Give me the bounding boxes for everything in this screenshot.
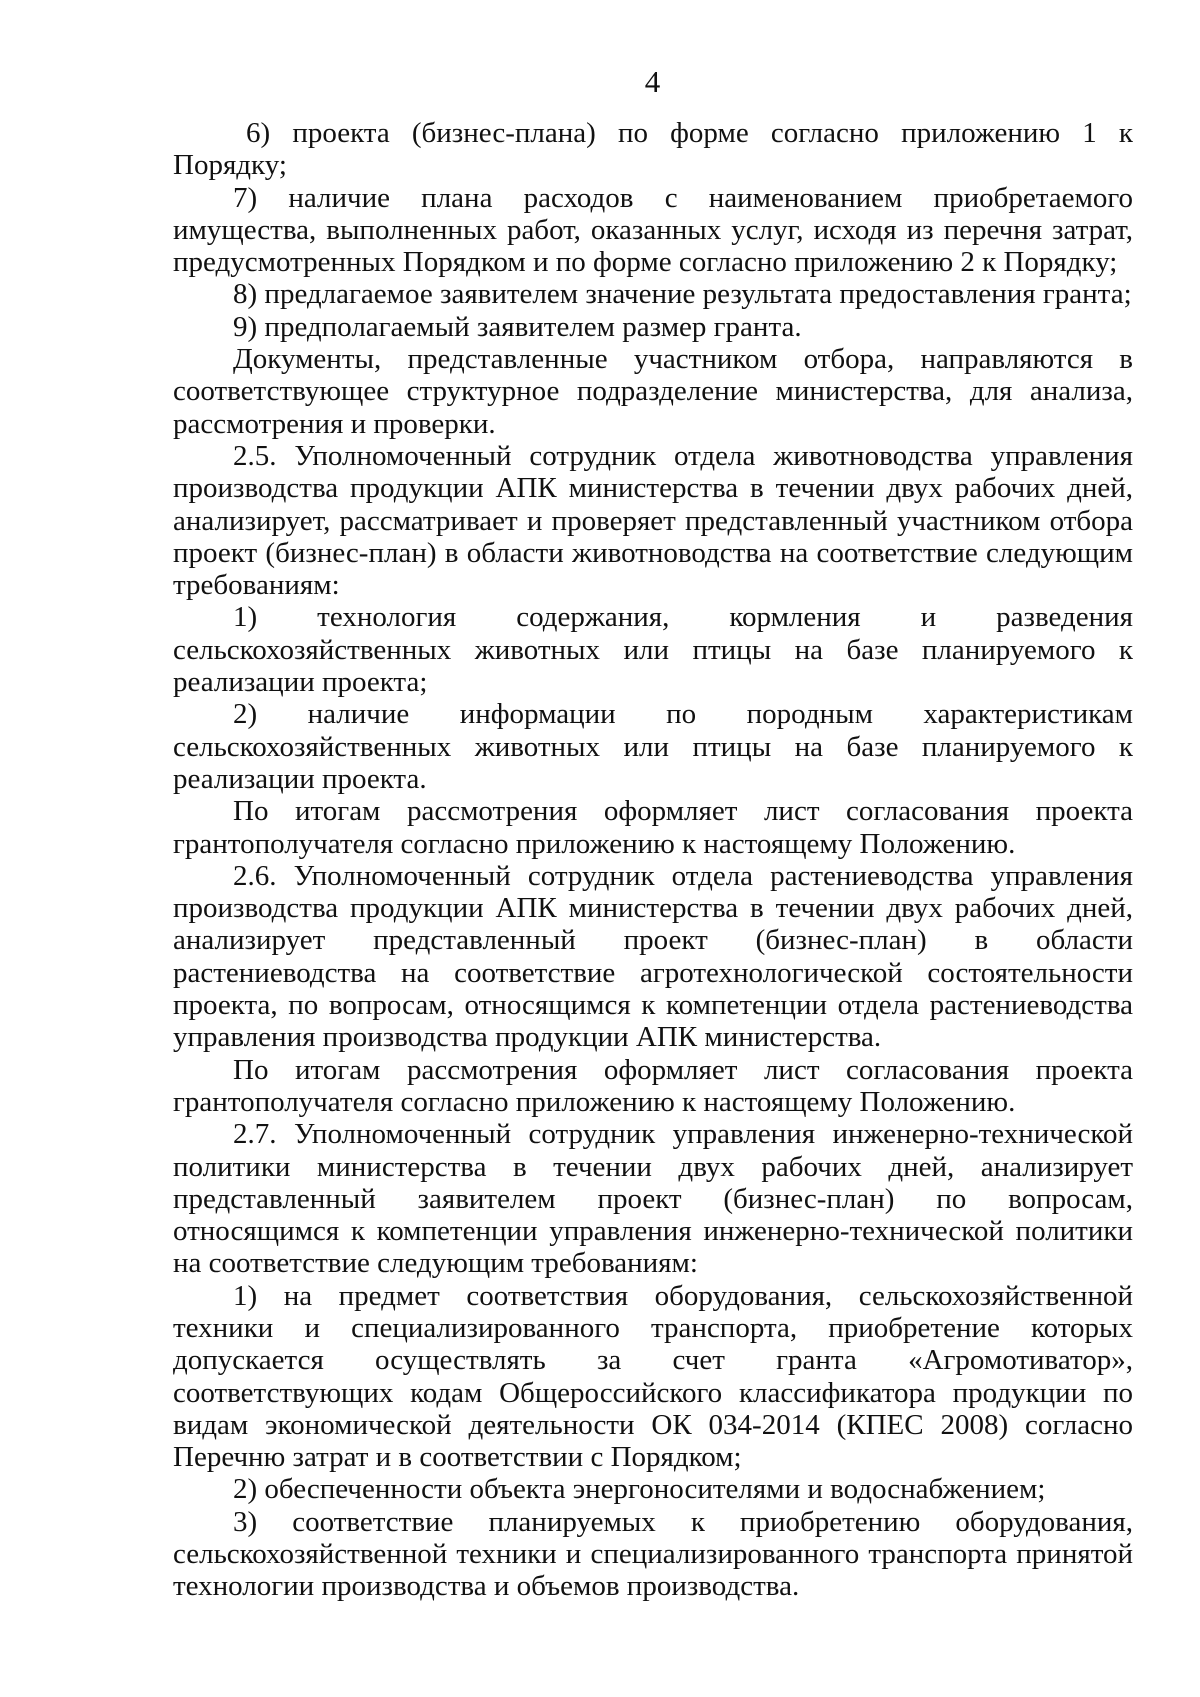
- paragraph-text: По итогам рассмотрения оформляет лист согласования проекта грантополучателя согласно приложению к настоящему Положению.: [173, 1053, 1133, 1118]
- section-paragraph: [173, 440, 1133, 601]
- paragraph: [173, 795, 1133, 860]
- list-item: [173, 1473, 1133, 1505]
- item-label: 7): [233, 181, 258, 214]
- list-item: [173, 182, 1133, 279]
- item-label: 2): [233, 1473, 258, 1506]
- section-paragraph: [173, 1118, 1133, 1279]
- list-item: [173, 1280, 1133, 1474]
- list-item: [173, 278, 1133, 310]
- paragraph: [173, 1054, 1133, 1119]
- section-number: 2.6.: [233, 859, 277, 892]
- page-number: 4: [644, 64, 661, 99]
- list-item: [173, 311, 1133, 343]
- item-label: 6): [246, 117, 271, 149]
- item-text: наличие информации по породным характеристикам сельскохозяйственных животных или птицы на базе планируемого к реализации проекта.: [173, 698, 1133, 795]
- item-label: 3): [233, 1505, 258, 1538]
- section-number: 2.5.: [233, 439, 277, 472]
- item-text: проекта (бизнес-плана) по форме согласно приложению 1 к Порядку;: [173, 117, 1133, 182]
- item-label: 1): [233, 601, 258, 634]
- document-body: [173, 117, 1133, 1603]
- item-text: на предмет соответствия оборудования, сельскохозяйственной техники и специализированного транспорта, приобретение которых допускается осуществлять за счет гранта «Агромотиватор», соответствующих кодам Общероссийского классификатора продукции по видам экономической деятельности ОК 034-2014 (КПЕС 2008) согласно Перечню затрат и в соответствии с Порядком;: [173, 1279, 1133, 1474]
- section-paragraph: [173, 860, 1133, 1054]
- list-item: [173, 117, 1133, 182]
- item-text: наличие плана расходов с наименованием приобретаемого имущества, выполненных работ, оказанных услуг, исходя из перечня затрат, предусмотренных Порядком и по форме согласно приложению 2 к Порядку;: [173, 181, 1134, 279]
- item-label: 1): [233, 1279, 258, 1312]
- item-text: соответствие планируемых к приобретению оборудования, сельскохозяйственной техники и специализированного транспорта принятой технологии производства и объемов производства.: [173, 1505, 1133, 1603]
- item-text: технология содержания, кормления и разведения сельскохозяйственных животных или птицы на базе планируемого к реализации проекта;: [173, 601, 1133, 699]
- section-text: Уполномоченный сотрудник управления инженерно-технической политики министерства в течении двух рабочих дней, анализирует представленный заявителем проект (бизнес-план) по вопросам, относящимся к компетенции управления инженерно-технической политики на соответствие следующим требованиям:: [173, 1118, 1134, 1280]
- section-text: Уполномоченный сотрудник отдела животноводства управления производства продукции АПК министерства в течении двух рабочих дней, анализирует, рассматривает и проверяет представленный участником отбора проект (бизнес-план) в области животноводства на соответствие следующим требованиям:: [173, 439, 1134, 602]
- list-item: [173, 698, 1133, 795]
- item-text: предлагаемое заявителем значение результата предоставления гранта;: [264, 278, 1132, 311]
- item-text: предполагаемый заявителем размер гранта.: [264, 310, 802, 343]
- list-item: [173, 601, 1133, 698]
- item-label: 2): [233, 698, 258, 731]
- section-number: 2.7.: [233, 1118, 277, 1151]
- paragraph-text: По итогам рассмотрения оформляет лист согласования проекта грантополучателя согласно приложению к настоящему Положению.: [173, 795, 1133, 860]
- item-label: 9): [233, 310, 258, 343]
- list-item: [173, 1506, 1133, 1603]
- item-text: обеспеченности объекта энергоносителями и водоснабжением;: [264, 1473, 1046, 1506]
- paragraph-text: Документы, представленные участником отбора, направляются в соответствующее структурное подразделение министерства, для анализа, рассмотрения и проверки.: [173, 343, 1133, 440]
- item-label: 8): [233, 278, 258, 311]
- paragraph: [173, 343, 1133, 440]
- section-text: Уполномоченный сотрудник отдела растениеводства управления производства продукции АПК министерства в течении двух рабочих дней, анализирует представленный проект (бизнес-план) в области растениеводства на соответствие агротехнологической состоятельности проекта, по вопросам, относящимся к компетенции отдела растениеводства управления производства продукции АПК министерства.: [173, 859, 1134, 1054]
